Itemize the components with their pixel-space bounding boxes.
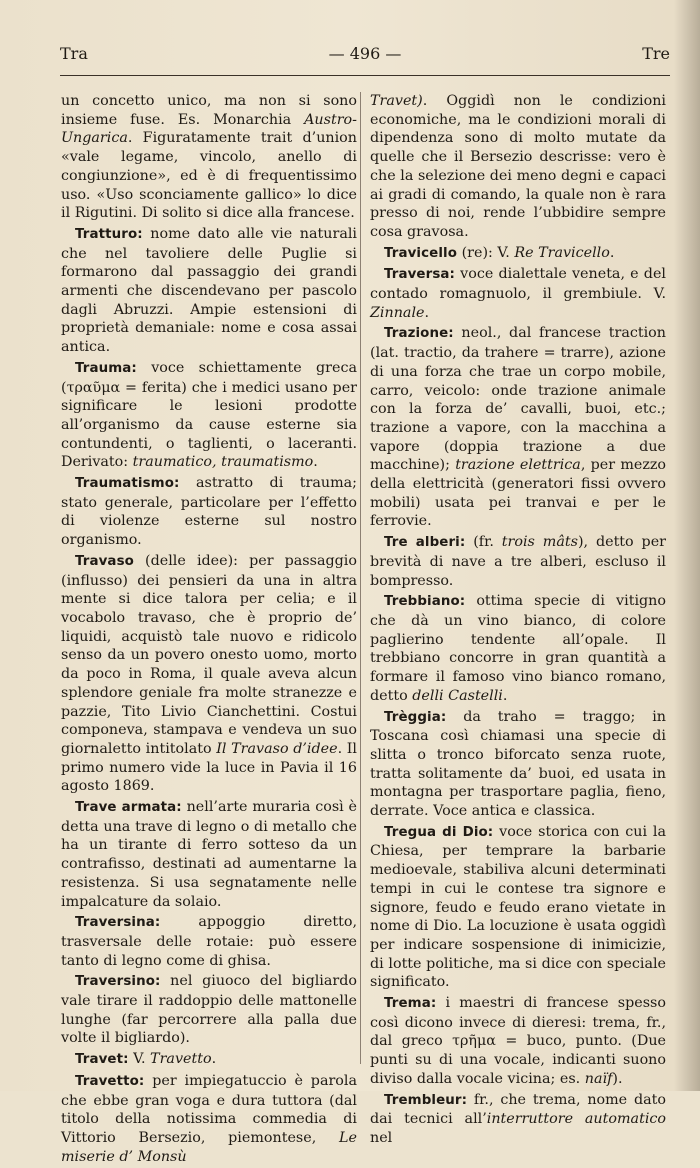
dictionary-entry	[61, 359, 357, 472]
entry-text: V.	[128, 1051, 151, 1068]
dictionary-entry	[61, 1072, 357, 1167]
dictionary-entry	[61, 798, 357, 911]
entry-continuation	[370, 92, 666, 242]
entry-italic-term: trois mâts	[501, 534, 578, 551]
left-column	[61, 92, 357, 1168]
right-column	[370, 92, 666, 1150]
running-header	[60, 44, 670, 66]
dictionary-entry	[370, 533, 666, 590]
dictionary-entry	[61, 972, 357, 1048]
entry-text: neol., dal francese traction (lat. tractio, da trahere = trarre), azione di una forza che trae un corpo mobile, carro, veicolo: onde trazione animale con la forza de’ cavalli, buoi, etc.; trazione a vapore, con la macchina a vapore (doppia trazione a due macchine);	[370, 325, 666, 474]
entry-text: voce storica con cui la Chiesa, per temprare la barbarie medioevale, stabiliva alcuni determinati tempi in cui le contese tra signore e signore, feudo e feudo erano vietate in nome di Dio. La locuzione è usata oggidì per indicare sospensione di inimicizie, di lotte politiche, ma si dice con speciale significato.	[370, 823, 666, 991]
entry-italic-term: naïf	[584, 1070, 613, 1087]
entry-text: per impiegatuccio è parola che ebbe gran voga e dura tuttora (dal titolo della notissima commedia di Vittorio Bersezio, piemontese,	[61, 1072, 357, 1146]
entry-text-tail: , per mezzo della elettricità (generatori fissi ovvero mobili) usata pei tranvai e per le ferrovie.	[370, 457, 667, 530]
entry-italic-term: trazione elettrica	[455, 457, 581, 474]
entry-headword: Trembleur:	[384, 1092, 468, 1108]
entry-headword: Tregua di Dio:	[384, 824, 494, 840]
dictionary-entry	[61, 552, 357, 796]
entry-text: i maestri di francese spesso così dicono invece di dieresi: trema, fr., dal greco τρῆμα = buco, punto. (Due punti su di una vocale, indicanti suono diviso dalla vocale vicina; es.	[370, 995, 666, 1087]
entry-italic-term: Travetto	[150, 1051, 212, 1068]
entry-text-tail: ).	[612, 1070, 623, 1087]
entry-text: (fr.	[465, 534, 502, 551]
entry-text: fr., che trema, nome dato dai tecnici all’	[370, 1091, 666, 1128]
entry-headword: Trebbiano:	[384, 594, 466, 610]
header-right-guide-word: Tre	[642, 44, 670, 63]
entry-headword: Travet:	[75, 1052, 129, 1068]
entry-italic-term: Austro-Ungarica	[61, 111, 357, 147]
entry-headword: Trèggia:	[384, 709, 447, 725]
dictionary-entry	[370, 265, 666, 322]
dictionary-entry	[61, 913, 357, 970]
entry-headword: Trema:	[384, 996, 437, 1012]
column-divider	[360, 92, 361, 1064]
dictionary-entry	[61, 225, 357, 357]
entry-headword: Trazione:	[384, 326, 454, 342]
entry-continuation	[61, 92, 357, 223]
entry-text-tail: .	[424, 304, 430, 321]
entry-text: (delle idee): per passaggio (influsso) dei pensieri da una in altra mente si dice talora per celia; e il vocabolo travaso, che è proprio de’ liquidi, acquistò tale nuovo e ridicolo senso da un povero onesto uomo, morto da poco in Roma, il quale aveva alcun splendore geniale fra molte stranezze e pazzie, Tito Livio Cianchettini. Costui componeva, stampava e vendeva un suo giornaletto intitolato	[61, 552, 357, 757]
entry-italic-term: Travet)	[370, 93, 423, 109]
entry-text-tail: ), detto per brevità di nave a tre alberi, escluso il bompresso.	[370, 534, 666, 589]
dictionary-entry	[370, 244, 666, 264]
entry-text: da traho = traggo; in Toscana così chiamasi una specie di slitta o tronco biforcato senza ruote, tratta solitamente da’ buoi, ed usata in montagna per trasportare paglia, fieno, derrate. Voce antica e classica.	[370, 708, 666, 820]
dictionary-entry	[370, 1091, 666, 1148]
dictionary-entry	[370, 324, 666, 531]
entry-text: appoggio diretto, trasversale delle rotaie: può essere tanto di legno come di ghisa.	[61, 914, 357, 969]
entry-italic-term: delli Castelli	[412, 687, 503, 704]
entry-text-tail: . Oggidì non le condizioni economiche, ma le condizioni morali di dipendenza sono di molto mutate da quelle che il Bersezio descrisse: vero è che la selezione dei meno degni e capaci ai gradi di comando, la quale non è rara presso di noi, rende l’ubbidire sempre cosa gravosa.	[370, 93, 666, 240]
entry-italic-term: Il Travaso d’idee	[216, 740, 338, 757]
entry-headword: Traversina:	[75, 915, 161, 931]
entry-text: (re): V.	[457, 244, 515, 261]
page-number: — 496 —	[328, 44, 402, 63]
entry-headword: Traversino:	[75, 974, 161, 990]
entry-italic-term: traumatico, traumatismo	[132, 454, 314, 471]
entry-text-tail: . Figuratamente trait d’union «vale legame, vincolo, anello di congiunzione», ed è di frequentissimo uso. «Uso sconciamente gallico» lo dice il Rigutini. Di solito si dice alla francese.	[61, 130, 357, 222]
entry-text-tail: . Il primo numero vide la luce in Pavia il 16 agosto 1869.	[61, 740, 357, 795]
entry-text: astratto di trauma; stato generale, particolare per l’effetto di violenze esterne sul nostro organismo.	[61, 475, 357, 549]
entry-text: voce schiettamente greca (τραῦμα = ferita) che i medici usano per significare le lesioni prodotte all’organismo da cause esterne sia contundenti, o taglienti, o laceranti. Derivato:	[61, 359, 357, 471]
entry-headword: Traumatismo:	[75, 476, 180, 492]
entry-headword: Travetto:	[75, 1073, 145, 1089]
entry-text-tail: .	[313, 454, 318, 471]
entry-text-tail: .	[609, 244, 615, 261]
entry-text: ottima specie di vitigno che dà un vino bianco, di colore paglierino tendente all’opale. Il trebbiano concorre in gran quantità a formare il famoso vino bianco romano, detto	[370, 593, 666, 704]
entry-italic-term: Zinnale	[370, 304, 425, 321]
entry-italic-term: Le miserie d’ Monsù	[61, 1129, 357, 1165]
entry-text: nel giuoco del bigliardo vale tirare il raddoppio delle mattonelle lunghe (far percorrere alla palla due volte il bigliardo).	[61, 973, 357, 1047]
dictionary-entry	[61, 1050, 357, 1070]
entry-text: nome dato alle vie naturali che nel tavoliere delle Puglie si formarono dal passaggio dei grandi armenti che discendevano per pascolo dagli Abruzzi. Ampie estensioni di proprietà demaniale: nome e cosa assai antica.	[61, 225, 357, 356]
dictionary-entry	[61, 474, 357, 550]
dictionary-entry	[370, 592, 666, 705]
entry-headword: Trauma:	[75, 360, 137, 376]
entry-text: nell’arte muraria così è detta una trave di legno o di metallo che ha un tirante di ferro sotteso da un contrafisso, destinati ad aumentarne la resistenza. Si usa segnatamente nelle impalcature da solaio.	[61, 799, 358, 910]
entry-text: voce dialettale veneta, e del contado romagnuolo, il grembiule. V.	[370, 266, 666, 303]
entry-text-tail: nel	[370, 1129, 393, 1146]
entry-headword: Traversa:	[384, 267, 455, 283]
entry-italic-term: Re Travicello	[514, 244, 610, 261]
header-rule	[60, 75, 670, 76]
entry-text-tail: .	[211, 1051, 217, 1068]
entry-text: un concetto unico, ma non si sono insieme fuse. Es. Monarchia	[61, 93, 357, 128]
entry-headword: Travaso	[75, 553, 134, 569]
entry-italic-term: interruttore automatico	[486, 1111, 667, 1128]
entry-headword: Trave armata:	[75, 800, 182, 816]
header-left-guide-word: Tra	[60, 44, 88, 63]
dictionary-entry	[370, 708, 666, 821]
entry-text-tail: .	[502, 687, 508, 704]
entry-headword: Travicello	[384, 245, 458, 261]
entry-headword: Tratturo:	[75, 226, 143, 242]
entry-headword: Tre alberi:	[384, 535, 466, 551]
dictionary-entry	[370, 994, 666, 1089]
dictionary-entry	[370, 823, 666, 992]
page-edge-shadow	[674, 0, 700, 1091]
